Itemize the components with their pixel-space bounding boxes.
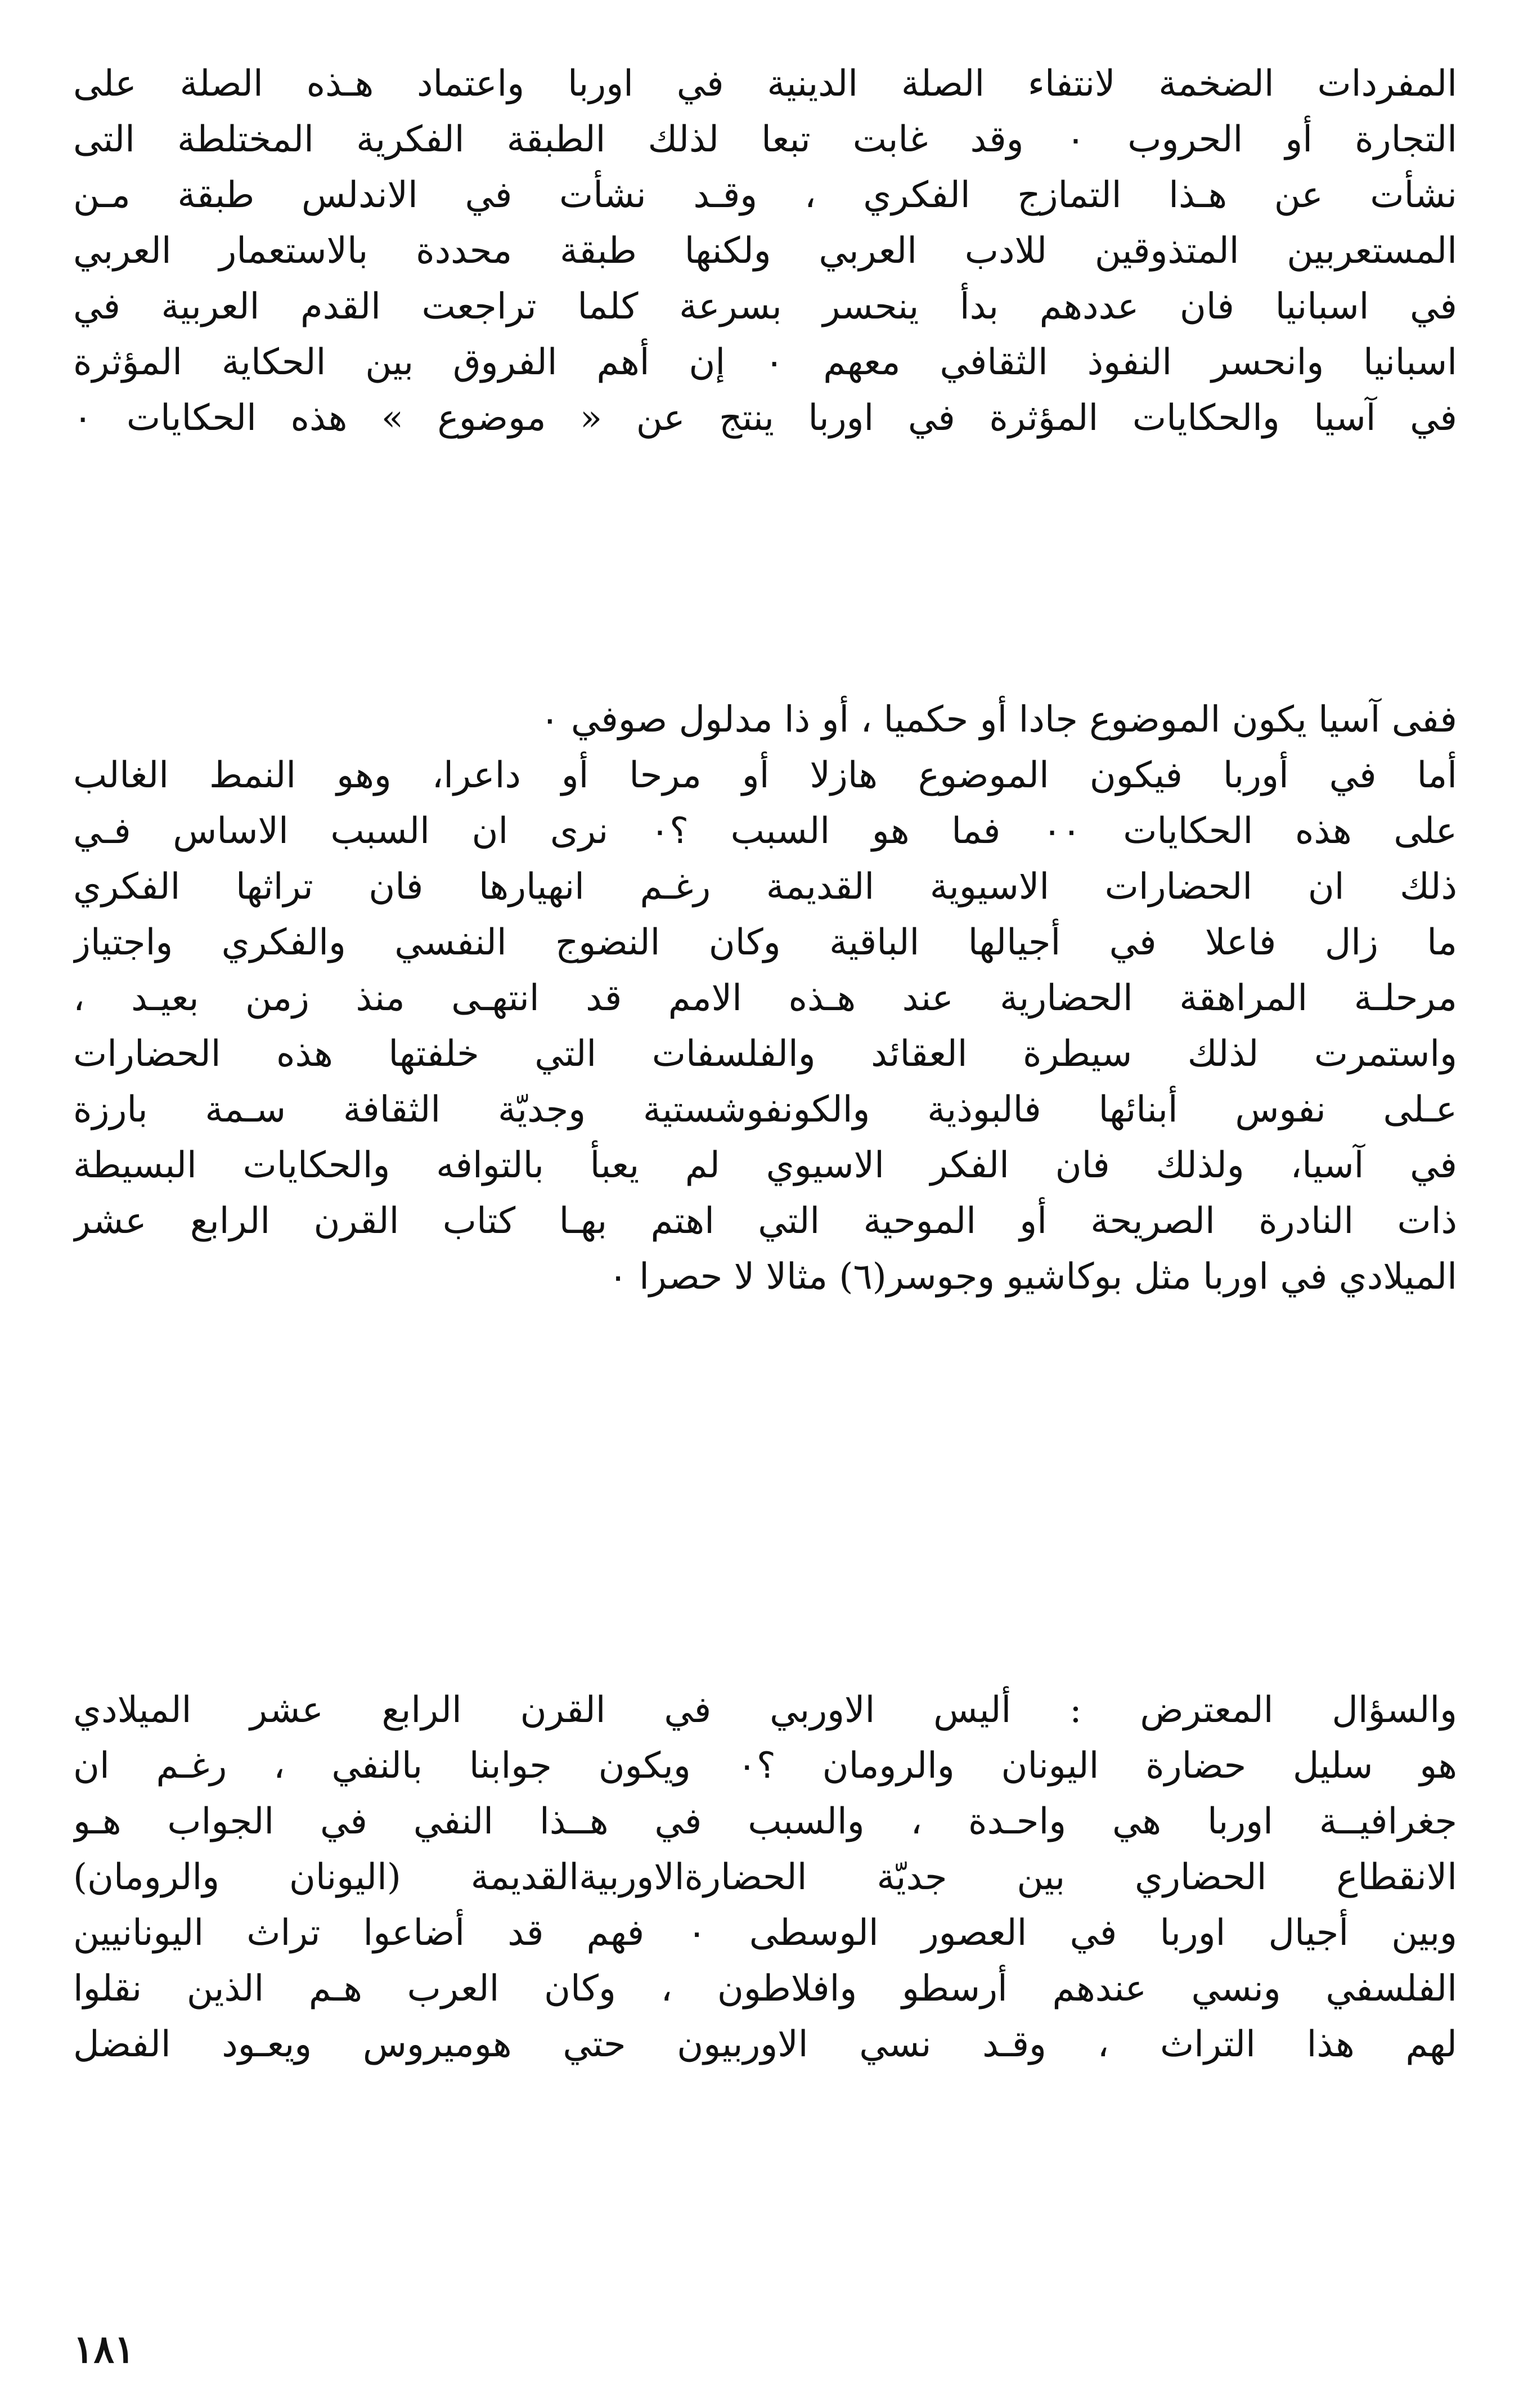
text-line: لهم هذا التراث ، وقـد نسي الاوربيون حتي هوميروس ويعـود الفضل: [73, 2024, 1457, 2065]
text-line: في اسبانيا فان عددهم بدأ ينحسر بسرعة كلما تراجعت القدم العربية في: [73, 286, 1457, 328]
text-line: مرحلـة المراهقة الحضارية عند هـذه الامم قد انتهـى منذ زمن بعيـد ،: [73, 977, 1457, 1019]
text-line: اسبانيا وانحسر النفوذ الثقافي معهم ٠ إن أهم الفروق بين الحكاية المؤثرة: [73, 342, 1457, 383]
text-line: في آسيا، ولذلك فان الفكر الاسيوي لم يعبأ بالتوافه والحكايات البسيطة: [73, 1145, 1457, 1186]
text-line: التجارة أو الحروب ٠ وقد غابت تبعا لذلك الطبقة الفكرية المختلطة التى: [73, 119, 1457, 160]
text-line: جغرافيــة اوربا هي واحـدة ، والسبب في هــذا النفي في الجواب هـو: [73, 1801, 1457, 1842]
text-line: أما في أوربا فيكون الموضوع هازلا أو مرحا أو داعرا، وهو النمط الغالب: [73, 755, 1457, 796]
text-line: عـلى نفوس أبنائها فالبوذية والكونفوشستية وجديّة الثقافة سـمة بارزة: [73, 1089, 1457, 1131]
text-line: واستمرت لذلك سيطرة العقائد والفلسفات التي خلفتها هذه الحضارات: [73, 1033, 1457, 1075]
page-number: ١٨١: [73, 2327, 135, 2372]
text-line: الميلادي في اوربا مثل بوكاشيو وجوسر(٦) مثالا لا حصرا ٠: [608, 1256, 1457, 1298]
paragraph: [73, 692, 1457, 1305]
text-line: ذلك ان الحضارات الاسيوية القديمة رغـم انهيارها فان تراثها الفكري: [73, 866, 1457, 908]
paragraph: [73, 56, 1457, 446]
text-line: هو سليل حضارة اليونان والرومان ؟٠ ويكون جوابنا بالنفي ، رغـم ان: [73, 1745, 1457, 1787]
text-line: ففى آسيا يكون الموضوع جادا أو حكميا ، أو ذا مدلول صوفي ٠: [540, 699, 1457, 741]
text-line: المفردات الضخمة لانتفاء الصلة الدينية في اوربا واعتماد هـذه الصلة على: [73, 63, 1457, 105]
text-line: وبين أجيال اوربا في العصور الوسطى ٠ فهم قد أضاعوا تراث اليونانيين: [73, 1912, 1457, 1954]
text-line: الفلسفي ونسي عندهم أرسطو وافلاطون ، وكان العرب هـم الذين نقلوا: [73, 1968, 1457, 2010]
text-line: المستعربين المتذوقين للادب العربي ولكنها طبقة محددة بالاستعمار العربي: [73, 230, 1457, 272]
paragraph: [73, 1683, 1457, 2073]
text-line: ما زال فاعلا في أجيالها الباقية وكان النضوج النفسي والفكري واجتياز: [73, 922, 1457, 963]
text-line: ذات النادرة الصريحة أو الموحية التي اهتم بهـا كتاب القرن الرابع عشر: [73, 1200, 1457, 1242]
text-line: والسؤال المعترض : أليس الاوربي في القرن الرابع عشر الميلادي: [73, 1689, 1457, 1731]
text-line: في آسيا والحكايات المؤثرة في اوربا ينتج عن « موضوع » هذه الحكايات ٠: [73, 397, 1457, 439]
text-line: الانقطاع الحضاري بين جديّة الحضارةالاوربيةالقديمة (اليونان والرومان): [73, 1857, 1457, 1898]
text-line: على هذه الحكايات ٠٠ فما هو السبب ؟٠ نرى ان السبب الاساس فـي: [73, 810, 1457, 852]
text-line: نشأت عن هـذا التمازج الفكري ، وقـد نشأت في الاندلس طبقة مـن: [73, 174, 1457, 216]
